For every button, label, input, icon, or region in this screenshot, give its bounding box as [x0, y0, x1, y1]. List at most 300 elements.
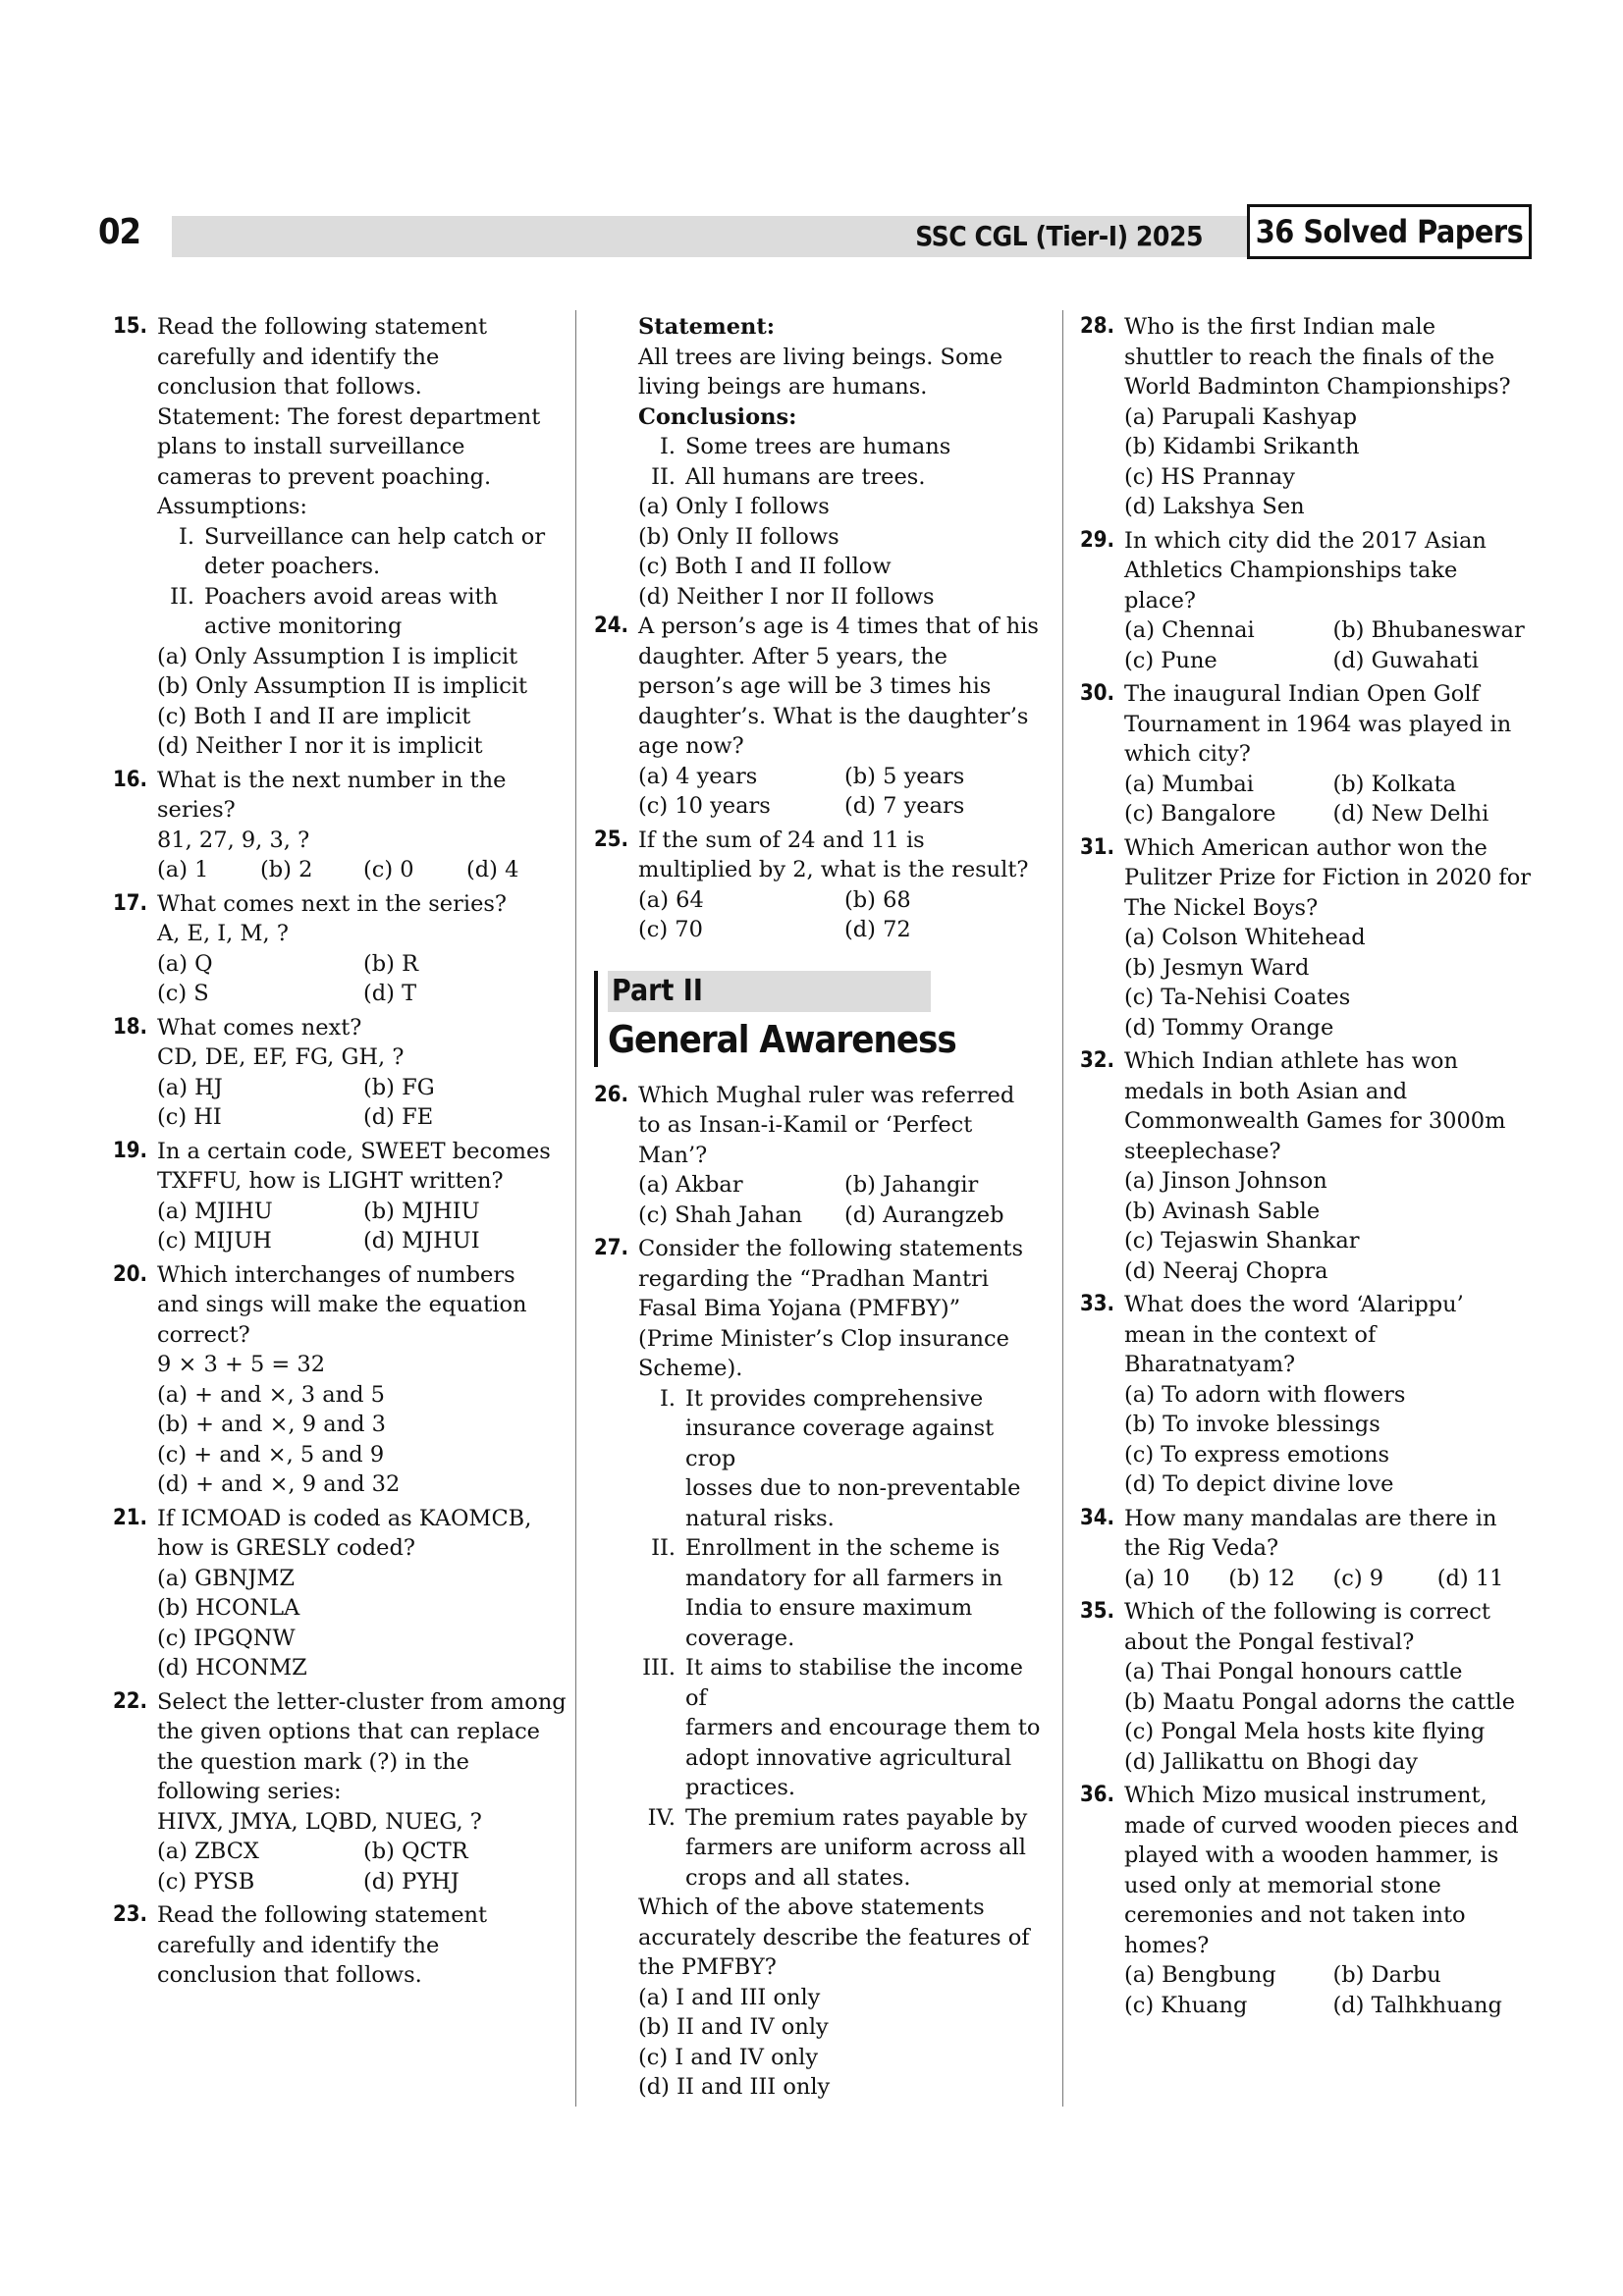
question-number: 29.: [1080, 527, 1115, 553]
option: (c) + and ×, 5 and 9: [157, 1441, 385, 1468]
question-number: 18.: [113, 1014, 148, 1040]
solved-papers-box: 36 Solved Papers: [1247, 204, 1532, 259]
option: (b) Jahangir: [844, 1172, 979, 1198]
question-body: [1124, 312, 1542, 522]
roman-line: Surveillance can help catch or: [204, 523, 546, 550]
options: [638, 1170, 1051, 1230]
question-number: 22.: [113, 1688, 148, 1714]
option: (d) 72: [844, 917, 911, 942]
question-27: [594, 1234, 1051, 2103]
option: (a) GBNJMZ: [157, 1565, 296, 1591]
question-20: [113, 1260, 569, 1500]
options: [1124, 1657, 1542, 1777]
question-line: Who is the first Indian male: [1124, 314, 1436, 340]
option: (c) MIJUH: [157, 1228, 272, 1254]
roman-line: practices.: [685, 1775, 796, 1800]
option: (a) Q: [157, 950, 213, 977]
option: (d) Talhkhuang: [1332, 1992, 1502, 2018]
question-body: [157, 766, 569, 885]
option: (a) Akbar: [638, 1172, 743, 1198]
question-line: daughter’s. What is the daughter’s: [638, 703, 1029, 729]
options: [638, 885, 1051, 945]
option: (d) FE: [363, 1104, 434, 1130]
page-header: [98, 204, 1532, 263]
option: (c) Pune: [1124, 647, 1217, 673]
option: (b) Bhubaneswar: [1332, 617, 1525, 643]
question-body: [157, 312, 569, 762]
option: (c) 9: [1332, 1565, 1384, 1591]
option: (d) Tommy Orange: [1124, 1014, 1334, 1041]
option: (a) Parupali Kashyap: [1124, 403, 1358, 430]
question-body: [638, 826, 1051, 945]
question-line: World Badminton Championships?: [1124, 374, 1511, 400]
roman-line: active monitoring: [204, 614, 403, 639]
question-line: In a certain code, SWEET becomes: [157, 1138, 551, 1164]
question-line: accurately describe the features of: [638, 1924, 1030, 1950]
question-line: TXFFU, how is LIGHT written?: [157, 1168, 504, 1194]
question-line: to as Insan-i-Kamil or ‘Perfect: [638, 1112, 973, 1138]
option: (c) To express emotions: [1124, 1441, 1390, 1468]
roman-numeral: I.: [659, 434, 676, 459]
question-line: the question mark (?) in the: [157, 1748, 469, 1775]
question-body: [157, 1687, 569, 1897]
option: (d) Aurangzeb: [844, 1201, 1004, 1228]
option: (d) Jallikattu on Bhogi day: [1124, 1748, 1418, 1775]
option: (b) Only Assumption II is implicit: [157, 673, 528, 699]
question-line: the Rig Veda?: [1124, 1535, 1279, 1561]
option: (a) ZBCX: [157, 1839, 259, 1864]
option: (a) 64: [638, 886, 704, 913]
roman-line: It aims to stabilise the income of: [685, 1655, 1023, 1711]
option: (d) Guwahati: [1332, 647, 1479, 673]
question-number: 32.: [1080, 1048, 1115, 1073]
part-label: Part II: [608, 971, 931, 1012]
option: (a) I and III only: [638, 1984, 821, 2010]
roman-statement: [638, 1533, 1051, 1653]
option: (b) FG: [363, 1074, 435, 1100]
question-body: [1124, 679, 1542, 829]
option: (c) HS Prannay: [1124, 463, 1295, 490]
option: (b) MJHIU: [363, 1198, 480, 1224]
question-body: [157, 1137, 569, 1256]
question-line: Which Mughal ruler was referred: [638, 1082, 1015, 1108]
question-34: [1080, 1504, 1542, 1594]
option: (d) T: [363, 981, 417, 1006]
question-body: [157, 1900, 569, 1991]
roman-statement: [638, 462, 1051, 493]
question-line: How many mandalas are there in: [1124, 1505, 1497, 1531]
question-body: [157, 1013, 569, 1133]
roman-line: All humans are trees.: [685, 463, 926, 490]
option: (d) II and III only: [638, 2074, 831, 2100]
question-line: plans to install surveillance: [157, 434, 465, 459]
roman-numeral: II.: [651, 1535, 676, 1561]
roman-statement: [157, 582, 569, 642]
question-22: [113, 1687, 569, 1897]
roman-numeral: II.: [170, 583, 194, 610]
question-line: 9 × 3 + 5 = 32: [157, 1352, 326, 1377]
part-heading: [594, 971, 1051, 1067]
question-line: conclusion that follows.: [157, 374, 422, 400]
roman-statement: [638, 1384, 1051, 1534]
roman-numeral: IV.: [647, 1804, 676, 1831]
question-line: homes?: [1124, 1932, 1210, 1958]
question-line: age now?: [638, 733, 744, 759]
question-line: steeplechase?: [1124, 1138, 1281, 1164]
options: [1124, 1166, 1542, 1286]
question-body: [157, 1504, 569, 1683]
option: (d) Neither I nor II follows: [638, 583, 935, 610]
question-33: [1080, 1290, 1542, 1500]
option: (c) Pongal Mela hosts kite flying: [1124, 1719, 1486, 1744]
question-body: [1124, 1504, 1542, 1594]
question-28: [1080, 312, 1542, 522]
option: (b) R: [363, 950, 419, 977]
question-line: The inaugural Indian Open Golf: [1124, 681, 1480, 707]
roman-text: [685, 462, 925, 493]
option: (c) I and IV only: [638, 2044, 819, 2070]
option: (b) II and IV only: [638, 2014, 829, 2040]
options: [638, 1983, 1051, 2103]
question-line: carefully and identify the: [157, 1932, 440, 1958]
question-body: [157, 1260, 569, 1500]
options: [638, 762, 1051, 822]
roman-numeral: I.: [659, 1385, 676, 1412]
question-line: played with a wooden hammer, is: [1124, 1842, 1499, 1868]
question-body: [638, 1081, 1051, 1231]
question-line: place?: [1124, 587, 1196, 614]
options: [157, 1380, 569, 1500]
question-line: A, E, I, M, ?: [157, 921, 289, 946]
roman-line: Poachers avoid areas with: [204, 583, 499, 610]
option: (a) Mumbai: [1124, 771, 1255, 797]
question-number: 26.: [594, 1082, 629, 1107]
question-30: [1080, 679, 1542, 829]
column-2: [594, 312, 1051, 2107]
roman-line: losses due to non-preventable: [685, 1475, 1021, 1501]
option: (d) MJHUI: [363, 1228, 480, 1254]
question-line: If ICMOAD is coded as KAOMCB,: [157, 1505, 532, 1531]
question-line: correct?: [157, 1321, 250, 1348]
options: [157, 855, 569, 885]
question-21: [113, 1504, 569, 1683]
statement-line: living beings are humans.: [638, 374, 928, 400]
question-line: daughter. After 5 years, the: [638, 643, 947, 669]
option: (b) Jesmyn Ward: [1124, 954, 1310, 981]
question-line: Man’?: [638, 1142, 708, 1168]
options: [157, 1197, 569, 1256]
question-line: conclusion that follows.: [157, 1962, 422, 1988]
option: (c) 0: [363, 857, 414, 882]
option: (d) Lakshya Sen: [1124, 494, 1305, 519]
option: (b) Darbu: [1332, 1962, 1441, 1988]
question-35: [1080, 1597, 1542, 1777]
options: [638, 492, 1051, 612]
roman-text: [685, 1384, 1051, 1534]
option: (d) PYHJ: [363, 1868, 460, 1895]
option: (c) Khuang: [1124, 1992, 1248, 2018]
roman-text: [204, 522, 545, 582]
option: (a) Colson Whitehead: [1124, 925, 1366, 950]
option: (b) Maatu Pongal adorns the cattle: [1124, 1688, 1516, 1715]
option: (b) Kolkata: [1332, 771, 1457, 797]
options: [157, 642, 569, 762]
question-number: 36.: [1080, 1783, 1115, 1807]
question-body: [1124, 1290, 1542, 1500]
conclusions-heading: Conclusions:: [638, 403, 797, 430]
question-line: Statement: The forest department: [157, 403, 541, 430]
question-line: A person’s age is 4 times that of his: [638, 614, 1039, 639]
roman-line: farmers are uniform across all: [685, 1835, 1026, 1860]
question-number: 25.: [594, 827, 629, 852]
question-number: 19.: [113, 1138, 148, 1163]
option: (d) 4: [466, 857, 519, 882]
option: (b) Only II follows: [638, 523, 839, 550]
roman-line: insurance coverage against crop: [685, 1415, 995, 1471]
option: (d) 11: [1436, 1565, 1504, 1591]
option: (c) Shah Jahan: [638, 1201, 803, 1228]
option: (c) S: [157, 981, 209, 1006]
question-line: What comes next in the series?: [157, 890, 507, 917]
option: (a) Only Assumption I is implicit: [157, 643, 518, 669]
roman-numeral: I.: [178, 523, 194, 550]
question-body: [638, 612, 1051, 822]
question-19: [113, 1137, 569, 1256]
option: (b) To invoke blessings: [1124, 1412, 1380, 1437]
option: (b) HCONLA: [157, 1595, 300, 1621]
option: (b) 2: [260, 857, 313, 882]
question-line: Pulitzer Prize for Fiction in 2020 for: [1124, 865, 1532, 890]
option: (c) Both I and II are implicit: [157, 703, 471, 729]
options: [157, 1073, 569, 1133]
question-number: 30.: [1080, 681, 1115, 706]
option: (a) 1: [157, 857, 209, 882]
question-15: [113, 312, 569, 762]
options: [1124, 923, 1542, 1042]
question-24: [594, 612, 1051, 822]
question-body: [1124, 1597, 1542, 1777]
option: (a) 4 years: [638, 763, 758, 789]
question-line: Commonwealth Games for 3000m: [1124, 1108, 1506, 1134]
question-line: used only at memorial stone: [1124, 1872, 1441, 1898]
question-line: What comes next?: [157, 1014, 362, 1041]
question-29: [1080, 526, 1542, 676]
roman-line: coverage.: [685, 1625, 795, 1651]
question-number: 15.: [113, 314, 148, 339]
roman-line: It provides comprehensive: [685, 1385, 984, 1412]
option: (a) To adorn with flowers: [1124, 1381, 1406, 1408]
question-line: Fasal Bima Yojana (PMFBY)”: [638, 1296, 961, 1321]
option: (b) 12: [1228, 1565, 1295, 1591]
options: [1124, 1564, 1542, 1594]
question-line: which city?: [1124, 741, 1251, 767]
option: (c) 10 years: [638, 793, 771, 819]
option: (c) IPGQNW: [157, 1625, 296, 1651]
question-line: medals in both Asian and: [1124, 1078, 1408, 1104]
question-body: [1124, 1046, 1542, 1286]
roman-statement: [638, 1803, 1051, 1894]
roman-line: mandatory for all farmers in: [685, 1565, 1003, 1591]
question-23: [113, 1900, 569, 1991]
option: (d) + and ×, 9 and 32: [157, 1471, 401, 1497]
option: (c) Tejaswin Shankar: [1124, 1228, 1360, 1254]
question-line: and sings will make the equation: [157, 1292, 527, 1317]
page-number: 02: [98, 212, 141, 252]
question-line: the given options that can replace: [157, 1719, 540, 1744]
roman-line: deter poachers.: [204, 554, 381, 579]
question-line: Bharatnatyam?: [1124, 1352, 1296, 1377]
question-line: mean in the context of: [1124, 1321, 1377, 1348]
option: (a) MJIHU: [157, 1198, 273, 1224]
column-3: [1080, 312, 1542, 2024]
option: (c) Ta-Nehisi Coates: [1124, 985, 1351, 1010]
column-divider: [575, 310, 576, 2107]
question-line: shuttler to reach the finals of the: [1124, 344, 1495, 370]
question-line: 81, 27, 9, 3, ?: [157, 827, 310, 853]
roman-line: Enrollment in the scheme is: [685, 1535, 1001, 1561]
option: (d) Neeraj Chopra: [1124, 1257, 1328, 1284]
question-body: [1124, 833, 1542, 1043]
option: (a) Chennai: [1124, 617, 1255, 643]
question-line: ceremonies and not taken into: [1124, 1902, 1466, 1928]
option: (b) Avinash Sable: [1124, 1198, 1321, 1224]
question-line: (Prime Minister’s Clop insurance: [638, 1325, 1009, 1352]
option: (a) + and ×, 3 and 5: [157, 1381, 385, 1408]
option: (d) HCONMZ: [157, 1655, 307, 1681]
option: (d) To depict divine love: [1124, 1471, 1394, 1497]
option: (b) Kidambi Srikanth: [1124, 434, 1360, 459]
question-body: [1124, 526, 1542, 676]
question-line: made of curved wooden pieces and: [1124, 1812, 1519, 1839]
question-line: In which city did the 2017 Asian: [1124, 527, 1487, 554]
options: [1124, 615, 1542, 675]
roman-line: adopt innovative agricultural: [685, 1744, 1012, 1771]
option: (a) 10: [1124, 1565, 1190, 1591]
question-line: person’s age will be 3 times his: [638, 673, 992, 699]
question-26: [594, 1081, 1051, 1231]
question-17: [113, 889, 569, 1009]
statement-line: All trees are living beings. Some: [638, 344, 1003, 370]
options: [1124, 1960, 1542, 2020]
option: (a) Bengbung: [1124, 1962, 1276, 1988]
roman-line: India to ensure maximum: [685, 1595, 973, 1621]
option: (d) Neither I nor it is implicit: [157, 733, 483, 759]
roman-text: [685, 1653, 1051, 1803]
question-line: following series:: [157, 1779, 342, 1804]
exam-title: SSC CGL (Tier-I) 2025: [915, 220, 1203, 252]
options: [1124, 770, 1542, 829]
question-32: [1080, 1046, 1542, 1286]
question-line: Which Mizo musical instrument,: [1124, 1783, 1488, 1808]
roman-line: farmers and encourage them to: [685, 1715, 1041, 1740]
question-body: [1124, 1781, 1542, 2020]
option: (a) Only I follows: [638, 494, 830, 519]
question-16: [113, 766, 569, 885]
options: [1124, 1380, 1542, 1500]
option: (b) 68: [844, 886, 911, 913]
option: (c) Bangalore: [1124, 801, 1276, 827]
question-line: the PMFBY?: [638, 1954, 777, 1980]
option: (d) New Delhi: [1332, 801, 1489, 827]
option: (d) 7 years: [844, 793, 965, 819]
statement-heading: Statement:: [638, 314, 776, 340]
question-line: Scheme).: [638, 1356, 743, 1381]
question-number: 20.: [113, 1261, 148, 1287]
question-line: CD, DE, EF, FG, GH, ?: [157, 1044, 405, 1070]
roman-statement: [157, 522, 569, 582]
question-36: [1080, 1781, 1542, 2020]
options: [1124, 402, 1542, 522]
roman-numeral: III.: [642, 1655, 676, 1681]
column-1: [113, 312, 569, 1995]
question-number: 34.: [1080, 1505, 1115, 1530]
question-line: If the sum of 24 and 11 is: [638, 827, 925, 853]
question-line: Which of the above statements: [638, 1895, 985, 1920]
question-line: Tournament in 1964 was played in: [1124, 711, 1512, 737]
question-line: Select the letter-cluster from among: [157, 1688, 567, 1715]
question-23-continued: [594, 312, 1051, 612]
question-line: cameras to prevent poaching.: [157, 463, 492, 490]
question-line: regarding the “Pradhan Mantri: [638, 1265, 989, 1292]
question-body: [638, 1234, 1051, 2103]
roman-line: natural risks.: [685, 1505, 835, 1531]
roman-statement: [638, 1653, 1051, 1803]
option: (b) + and ×, 9 and 3: [157, 1412, 386, 1437]
question-line: Which American author won the: [1124, 834, 1488, 861]
question-body: [157, 889, 569, 1009]
question-line: multiplied by 2, what is the result?: [638, 857, 1029, 882]
question-line: What does the word ‘Alarippu’: [1124, 1292, 1464, 1317]
roman-line: Some trees are humans: [685, 434, 951, 459]
question-number: 24.: [594, 614, 629, 638]
roman-numeral: II.: [651, 463, 676, 490]
question-line: Assumptions:: [157, 494, 307, 519]
question-line: Which Indian athlete has won: [1124, 1048, 1458, 1074]
option: (c) PYSB: [157, 1868, 255, 1895]
option: (b) QCTR: [363, 1839, 468, 1864]
options: [157, 1564, 569, 1683]
question-number: 16.: [113, 767, 148, 792]
question-number: 17.: [113, 890, 148, 916]
option: (c) HI: [157, 1104, 222, 1130]
question-number: 21.: [113, 1505, 148, 1530]
question-number: 35.: [1080, 1599, 1115, 1624]
roman-text: [204, 582, 498, 642]
column-divider: [1062, 310, 1063, 2107]
roman-text: [685, 1533, 1002, 1653]
options: [157, 1837, 569, 1896]
question-line: The Nickel Boys?: [1124, 894, 1319, 921]
section-title: General Awareness: [608, 1017, 956, 1061]
question-line: series?: [157, 797, 236, 823]
roman-text: [685, 432, 950, 462]
question-18: [113, 1013, 569, 1133]
question-line: Which interchanges of numbers: [157, 1261, 515, 1288]
question-line: Which of the following is correct: [1124, 1599, 1490, 1625]
question-number: 28.: [1080, 314, 1115, 339]
roman-line: The premium rates payable by: [685, 1804, 1028, 1831]
question-25: [594, 826, 1051, 945]
option: (c) 70: [638, 917, 703, 942]
question-line: Athletics Championships take: [1124, 558, 1458, 583]
roman-line: crops and all states.: [685, 1864, 911, 1891]
option: (c) Both I and II follow: [638, 554, 892, 579]
question-number: 31.: [1080, 834, 1115, 860]
roman-statement: [638, 432, 1051, 462]
question-31: [1080, 833, 1542, 1043]
roman-text: [685, 1803, 1027, 1894]
option: (a) Thai Pongal honours cattle: [1124, 1659, 1463, 1684]
